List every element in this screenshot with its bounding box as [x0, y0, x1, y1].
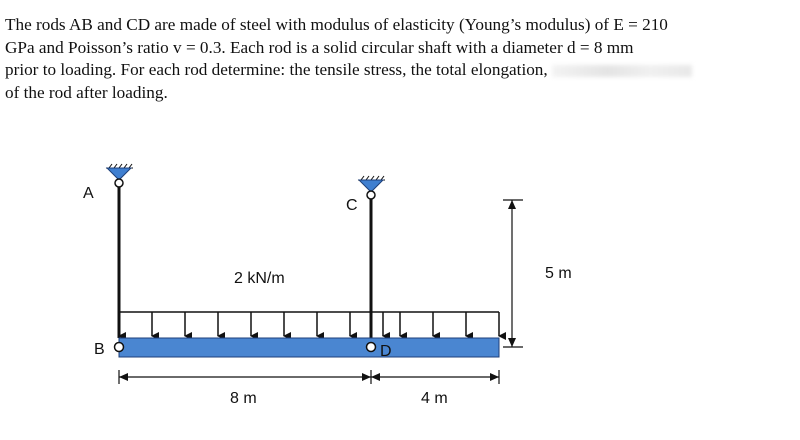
problem-line-4: of the rod after loading. [5, 82, 168, 102]
problem-line-2: GPa and Poisson’s ratio v = 0.3. Each rod is a solid circular shaft with a diameter d = 8 mm [5, 37, 634, 57]
span-left-label: 8 m [230, 390, 257, 407]
distributed-load [119, 312, 499, 336]
pin-b [115, 343, 124, 352]
pin-c [367, 191, 375, 199]
support-c [358, 176, 385, 199]
support-c-triangle [359, 180, 383, 192]
rod-length-label: 5 m [545, 265, 572, 282]
beam [119, 338, 499, 357]
problem-line-3-text: prior to loading. For each rod determine: the tensile stress, the total elongation, [5, 60, 548, 79]
label-a: A [83, 185, 94, 202]
dimension-rod-length [503, 200, 523, 347]
pin-a [115, 179, 123, 187]
label-d: D [380, 343, 392, 360]
load-arrows [119, 312, 499, 336]
dimension-beam-spans [119, 370, 499, 384]
load-label: 2 kN/m [234, 270, 285, 287]
support-a [106, 164, 133, 187]
span-right-label: 4 m [421, 390, 448, 407]
label-b: B [94, 341, 105, 358]
support-a-triangle [107, 168, 131, 180]
problem-line-1: The rods AB and CD are made of steel with modulus of elasticity (Young’s modulus) of E = 210 [5, 15, 668, 34]
label-c: C [346, 197, 358, 214]
pin-d [367, 343, 376, 352]
